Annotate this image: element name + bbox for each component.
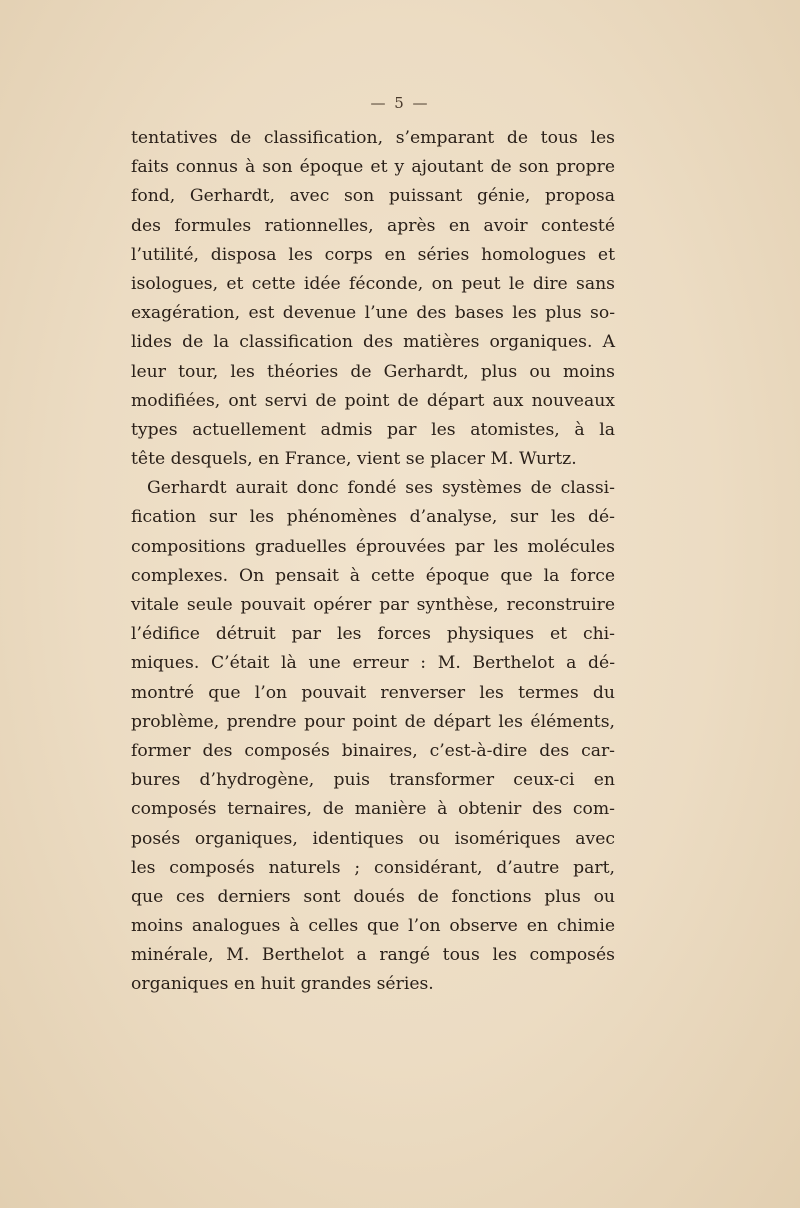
text-line: Gerhardt aurait donc fondé ses systèmes de classi- xyxy=(147,478,615,499)
text-line: miques. C’était là une erreur : M. Berthelot a dé- xyxy=(131,653,615,674)
text-line: l’édifice détruit par les forces physiques et chi- xyxy=(131,624,615,645)
text-line: problème, prendre pour point de départ les éléments, xyxy=(131,711,615,732)
text-line: des formules rationnelles, après en avoir contesté xyxy=(131,215,615,236)
text-line: tentatives de classification, s’emparant de tous les xyxy=(131,128,615,148)
text-line: complexes. On pensait à cette époque que la force xyxy=(131,565,615,586)
text-line: isologues, et cette idée féconde, on peut le dire sans xyxy=(131,273,615,294)
text-line: leur tour, les théories de Gerhardt, plus ou moins xyxy=(131,361,615,382)
text-line: que ces derniers sont doués de fonctions plus ou xyxy=(131,886,615,907)
text-line: bures d’hydrogène, puis transformer ceux-ci en xyxy=(131,770,615,791)
text-line: minérale, M. Berthelot a rangé tous les composés xyxy=(131,945,615,966)
text-line: lides de la classification des matières organiques. A xyxy=(131,332,615,353)
text-line: former des composés binaires, c’est-à-dire des car- xyxy=(131,740,615,761)
text-line: organiques en huit grandes séries. xyxy=(131,974,434,995)
text-line: fication sur les phénomènes d’analyse, sur les dé- xyxy=(131,507,615,528)
text-line: posés organiques, identiques ou isomériques avec xyxy=(131,828,615,849)
text-line: les composés naturels ; considérant, d’autre part, xyxy=(131,857,615,878)
text-line: l’utilité, disposa les corps en séries homologues et xyxy=(131,244,615,265)
text-line: vitale seule pouvait opérer par synthèse, reconstruire xyxy=(131,595,615,615)
text-line: fond, Gerhardt, avec son puissant génie, proposa xyxy=(131,186,615,207)
body-text xyxy=(131,124,615,1000)
text-line: composés ternaires, de manière à obtenir des com- xyxy=(131,799,615,820)
page-number: — 5 — xyxy=(370,94,430,112)
text-line: types actuellement admis par les atomistes, à la xyxy=(131,419,615,440)
text-line: modifiées, ont servi de point de départ aux nouveaux xyxy=(131,390,615,411)
text-line: compositions graduelles éprouvées par les molécules xyxy=(131,536,615,557)
text-line: exagération, est devenue l’une des bases les plus so- xyxy=(131,303,615,324)
text-line: tête desquels, en France, vient se placer M. Wurtz. xyxy=(131,449,577,470)
text-line: moins analogues à celles que l’on observe en chimie xyxy=(131,916,615,937)
text-line: faits connus à son époque et y ajoutant de son propre xyxy=(131,157,615,178)
text-line: montré que l’on pouvait renverser les termes du xyxy=(131,682,615,703)
